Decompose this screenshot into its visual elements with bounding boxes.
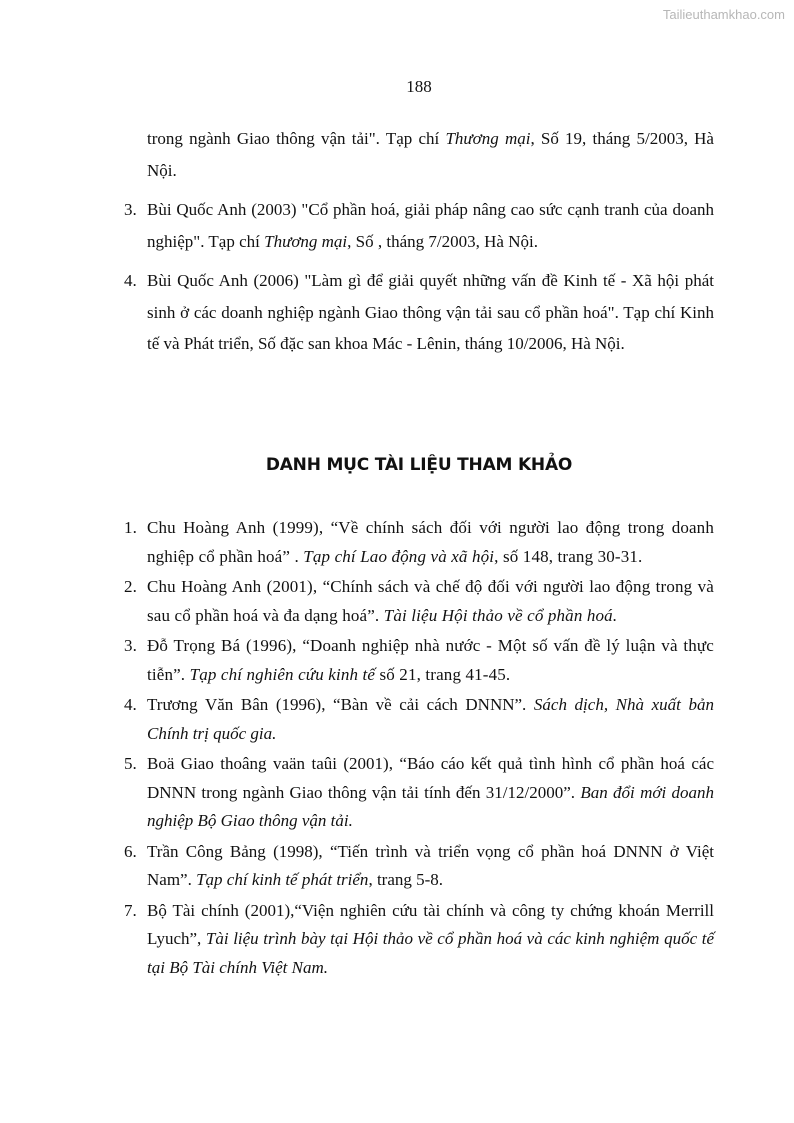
reference-source: Tạp chí kinh tế phát triển [196,870,369,889]
reference-text: Bộ Tài chính (2001),“Viện nghiên cứu tài chính và công ty chứng khoán Merrill Lyuch”, [147,900,714,948]
reference-item [124,265,714,360]
reference-source: Thương mại [445,129,531,148]
reference-number: 5. [124,754,137,773]
reference-number: 3. [124,200,137,219]
reference-item [124,838,714,895]
page-number: 188 [406,77,432,96]
reference-item [124,897,714,983]
reference-number: 1. [124,518,138,537]
reference-text: Trần Công Bảng (1998), “Tiến trình và triển vọng cổ phần hoá DNNN ở Việt Nam”. [147,841,714,889]
reference-details: , trang 5-8. [368,870,444,889]
reference-number: 3. [124,636,138,655]
reference-number: 6. [124,841,137,861]
reference-number: 7. [124,900,137,920]
reference-item [124,573,714,630]
reference-details: , Số 19, tháng 5/2003, Hà Nội. [147,129,714,180]
reference-source: Tài liệu Hội thảo về cổ phần hoá. [383,605,618,625]
reference-item [124,632,714,689]
reference-number: 4. [124,695,137,714]
reference-source: Thương mại [264,231,348,251]
reference-text: trong ngành Giao thông vận tải". Tạp chí [147,129,446,148]
reference-item [124,514,714,571]
reference-details: , Số , tháng 7/2003, Hà Nội. [347,231,538,251]
continued-references [124,123,714,368]
reference-source: Tạp chí nghiên cứu kinh tế [189,664,376,684]
reference-text: Chu Hoàng Anh (1999), “Về chính sách đối với người lao động trong doanh nghiệp cổ phần hoá” . [147,518,714,566]
reference-number: 2. [124,577,138,596]
reference-item [124,750,714,836]
reference-item [124,123,714,186]
reference-text: Bùi Quốc Anh (2003) "Cổ phần hoá, giải pháp nâng cao sức cạnh tranh của doanh nghiệp". Tạp chí [147,200,714,251]
reference-source: Tạp chí Lao động và xã hội [303,546,495,566]
reference-text: Trương Văn Bân (1996), “Bàn về cải cách DNNN”. [147,695,534,714]
reference-item [124,691,714,748]
reference-source: Tài liệu trình bày tại Hội thảo về cổ phần hoá và các kinh nghiệm quốc tế tại Bộ Tài chính Việt Nam. [147,929,714,977]
reference-text: Chu Hoàng Anh (2001), “Chính sách và chế độ đối với người lao động trong và sau cổ phần hoá và đa dạng hoá”. [147,577,714,625]
bibliography-heading: DANH MỤC TÀI LIỆU THAM KHẢO [265,455,573,475]
reference-text: Đỗ Trọng Bá (1996), “Doanh nghiệp nhà nước - Một số vấn đề lý luận và thực tiễn”. [147,636,714,684]
reference-text: Boä Giao thoâng vaän taûi (2001), “Báo cáo kết quả tình hình cổ phần hoá các DNNN trong ngành Giao thông vận tải tính đến 31/12/2000”. [147,754,714,802]
reference-source: Ban đổi mới doanh nghiệp Bộ Giao thông vận tải. [147,782,715,830]
bibliography-list [124,514,714,984]
reference-details: số 21, trang 41-45. [375,664,511,684]
reference-text: Bùi Quốc Anh (2006) "Làm gì để giải quyết những vấn đề Kinh tế - Xã hội phát sinh ở các doanh nghiệp ngành Giao thông vận tải sau cổ phần hoá". Tạp chí Kinh tế và Phát triển, Số đặc san khoa Mác - Lênin, tháng 10/2006, Hà Nội. [147,271,714,353]
reference-number: 4. [124,271,137,290]
reference-details: , số 148, trang 30-31. [494,546,643,566]
reference-source: Sách dịch, Nhà xuất bản Chính trị quốc gia. [147,695,715,743]
watermark: Tailieuthamkhao.com [662,7,785,22]
reference-item [124,194,714,257]
